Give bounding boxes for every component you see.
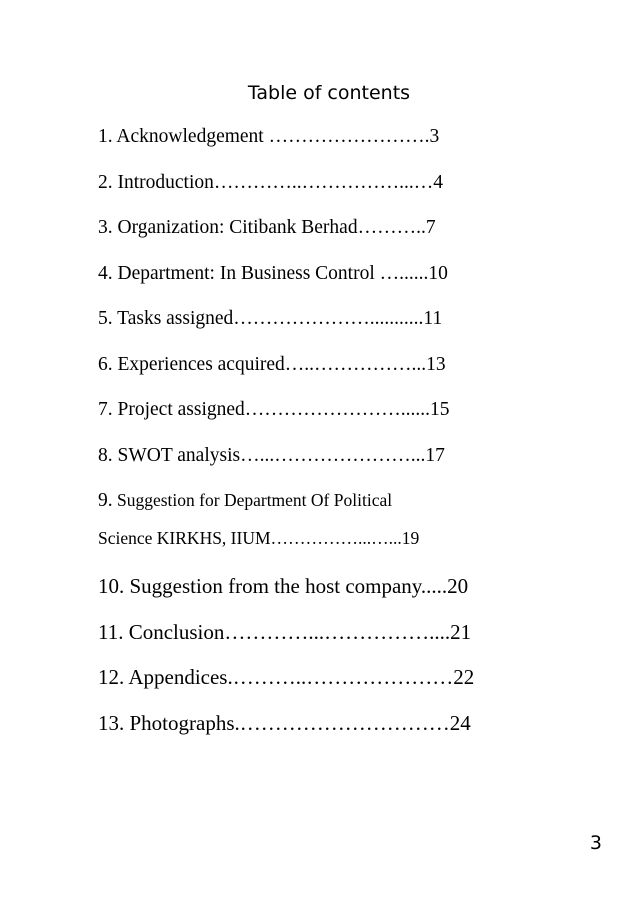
toc-entry-tasks-assigned: 5. Tasks assigned…………………...........11 bbox=[98, 308, 443, 329]
toc-entry-suggestion-line1 bbox=[98, 488, 568, 526]
toc-entry-organization: 3. Organization: Citibank Berhad………..7 bbox=[98, 217, 436, 238]
toc-entry-project-assigned: 7. Project assigned……………………......15 bbox=[98, 399, 450, 420]
toc-title: Table of contents bbox=[247, 82, 411, 104]
toc-entry-swot-analysis: 8. SWOT analysis…...…………………...17 bbox=[98, 444, 445, 466]
toc-entry-appendices: 12. Appendices.………..…………………22 bbox=[98, 665, 475, 689]
toc-list bbox=[98, 124, 568, 755]
toc-entry-department: 4. Department: In Business Control …......10 bbox=[98, 262, 448, 284]
toc-entry-suggestion-line1-text: Suggestion for Department Of Political bbox=[112, 490, 393, 510]
toc-entry-introduction: 2. Introduction…………..……………...…4 bbox=[98, 171, 444, 193]
toc-entry-experiences-acquired: 6. Experiences acquired…..……………...13 bbox=[98, 353, 446, 375]
toc-entry-suggestion-host: 10. Suggestion from the host company.....20 bbox=[98, 574, 469, 598]
toc-entry-suggestion-line2: Science KIRKHS, IIUM……………...…...19 bbox=[98, 528, 420, 548]
toc-entry-conclusion: 11. Conclusion…………...……………....21 bbox=[98, 619, 472, 644]
toc-entry-photographs: 13. Photographs.…………………………24 bbox=[98, 710, 471, 735]
toc-entry-acknowledgement: 1. Acknowledgement …………………….3 bbox=[98, 126, 440, 147]
page-number: 3 bbox=[589, 832, 602, 854]
toc-entry-number: 9. bbox=[98, 490, 113, 511]
toc-entry-suggestion-department bbox=[98, 488, 568, 573]
